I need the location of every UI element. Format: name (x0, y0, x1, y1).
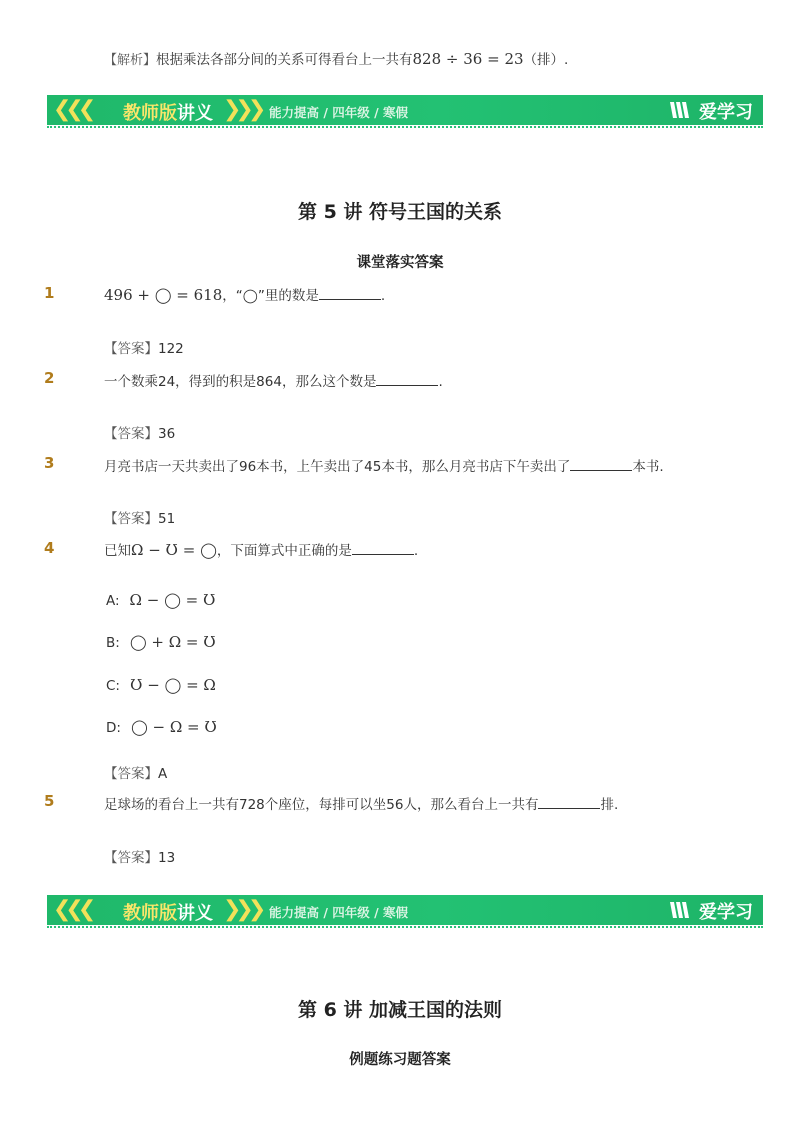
logo-icon (669, 100, 691, 120)
question-number: 4 (44, 539, 55, 557)
option-b (106, 633, 216, 651)
banner-logo-text: 爱学习 (699, 102, 753, 123)
analysis-line (104, 48, 568, 68)
lecture-5-subtitle: 课堂落实答案 (356, 255, 444, 271)
banner-divider (47, 926, 763, 928)
question-tail: 排. (600, 797, 619, 813)
analysis-math: 828 ÷ 36 = 23 (412, 50, 524, 68)
answer-blank (352, 542, 414, 555)
analysis-tag: 【解析】 (104, 53, 157, 68)
question-text: 已知 (104, 543, 131, 559)
logo-icon (669, 900, 691, 920)
answer-label: 【答案】 (104, 511, 158, 527)
lecture-6-subtitle: 例题练习题答案 (349, 1052, 451, 1068)
option-math: ◯ − Ω = Ʊ (130, 718, 217, 736)
answer-label: 【答案】 (104, 766, 158, 782)
teacher-banner-bottom (47, 895, 763, 929)
analysis-tail: （排）. (523, 52, 569, 68)
question-tail: . (380, 288, 386, 304)
option-c (106, 676, 216, 694)
question-number: 2 (44, 369, 55, 387)
banner-divider (47, 126, 763, 128)
chevron-right-icon: ❯❯❯ (223, 897, 261, 922)
question-2-answer (104, 422, 175, 442)
question-1-answer (104, 337, 184, 357)
question-text: ，下面算式中正确的是 (216, 543, 352, 559)
question-text: 一个数乘24，得到的积是864，那么这个数是 (104, 374, 377, 390)
question-text: 足球场的看台上一共有728个座位，每排可以坐56人，那么看台上一共有 (104, 797, 539, 813)
option-math: Ʊ − ◯ = Ω (129, 676, 216, 694)
question-number: 1 (44, 284, 55, 302)
answer-label: 【答案】 (104, 341, 158, 357)
banner-breadcrumb: 能力提高 / 四年级 / 寒假 (269, 105, 409, 120)
question-tail: . (438, 374, 443, 390)
option-a (106, 591, 215, 609)
question-tail: 本书. (632, 459, 664, 475)
question-math: 496 + ◯ = 618 (104, 286, 223, 304)
question-2-text (104, 370, 443, 390)
answer-value: 51 (158, 511, 176, 527)
question-number: 3 (44, 454, 55, 472)
question-text: 月亮书店一天共卖出了96本书，上午卖出了45本书，那么月亮书店下午卖出了 (104, 459, 571, 475)
answer-blank (319, 287, 381, 300)
option-d (106, 718, 217, 736)
lecture-6-title: 第 6 讲 加减王国的法则 (297, 999, 503, 1021)
option-label: B: (106, 635, 120, 651)
answer-blank (376, 373, 438, 386)
answer-label: 【答案】 (104, 426, 158, 442)
chevron-left-icon: ❮❮❮ (53, 97, 91, 122)
question-3-text (104, 455, 664, 475)
banner-title: 教师版讲义 (123, 903, 213, 924)
teacher-banner-top (47, 95, 763, 129)
option-math: Ω − ◯ = Ʊ (129, 591, 216, 609)
question-number: 5 (44, 792, 55, 810)
banner-logo-text: 爱学习 (699, 902, 753, 923)
option-label: C: (106, 678, 120, 694)
analysis-text: 根据乘法各部分间的关系可得看台上一共有 (156, 52, 413, 68)
chevron-left-icon: ❮❮❮ (53, 897, 91, 922)
option-label: D: (106, 720, 121, 736)
lecture-5-title: 第 5 讲 符号王国的关系 (297, 201, 503, 223)
chevron-right-icon: ❯❯❯ (223, 97, 261, 122)
option-label: A: (106, 593, 120, 609)
question-4-answer (104, 762, 167, 782)
banner-title: 教师版讲义 (123, 103, 213, 124)
banner-breadcrumb: 能力提高 / 四年级 / 寒假 (269, 905, 409, 920)
question-4-text (104, 539, 418, 559)
question-tail: . (413, 543, 419, 559)
question-3-answer (104, 507, 175, 527)
question-5-answer (104, 846, 175, 866)
option-math: ◯ + Ω = Ʊ (129, 633, 216, 651)
question-math: Ω − Ʊ = ◯ (131, 541, 217, 559)
answer-blank (538, 796, 600, 809)
answer-value: 13 (158, 850, 176, 866)
answer-value: 122 (158, 341, 184, 357)
answer-blank (570, 458, 632, 471)
answer-value: A (158, 766, 168, 782)
answer-label: 【答案】 (104, 850, 158, 866)
question-text: ，“◯”里的数是 (222, 288, 319, 304)
answer-value: 36 (158, 426, 176, 442)
question-1-text (104, 284, 385, 304)
question-5-text (104, 793, 618, 813)
